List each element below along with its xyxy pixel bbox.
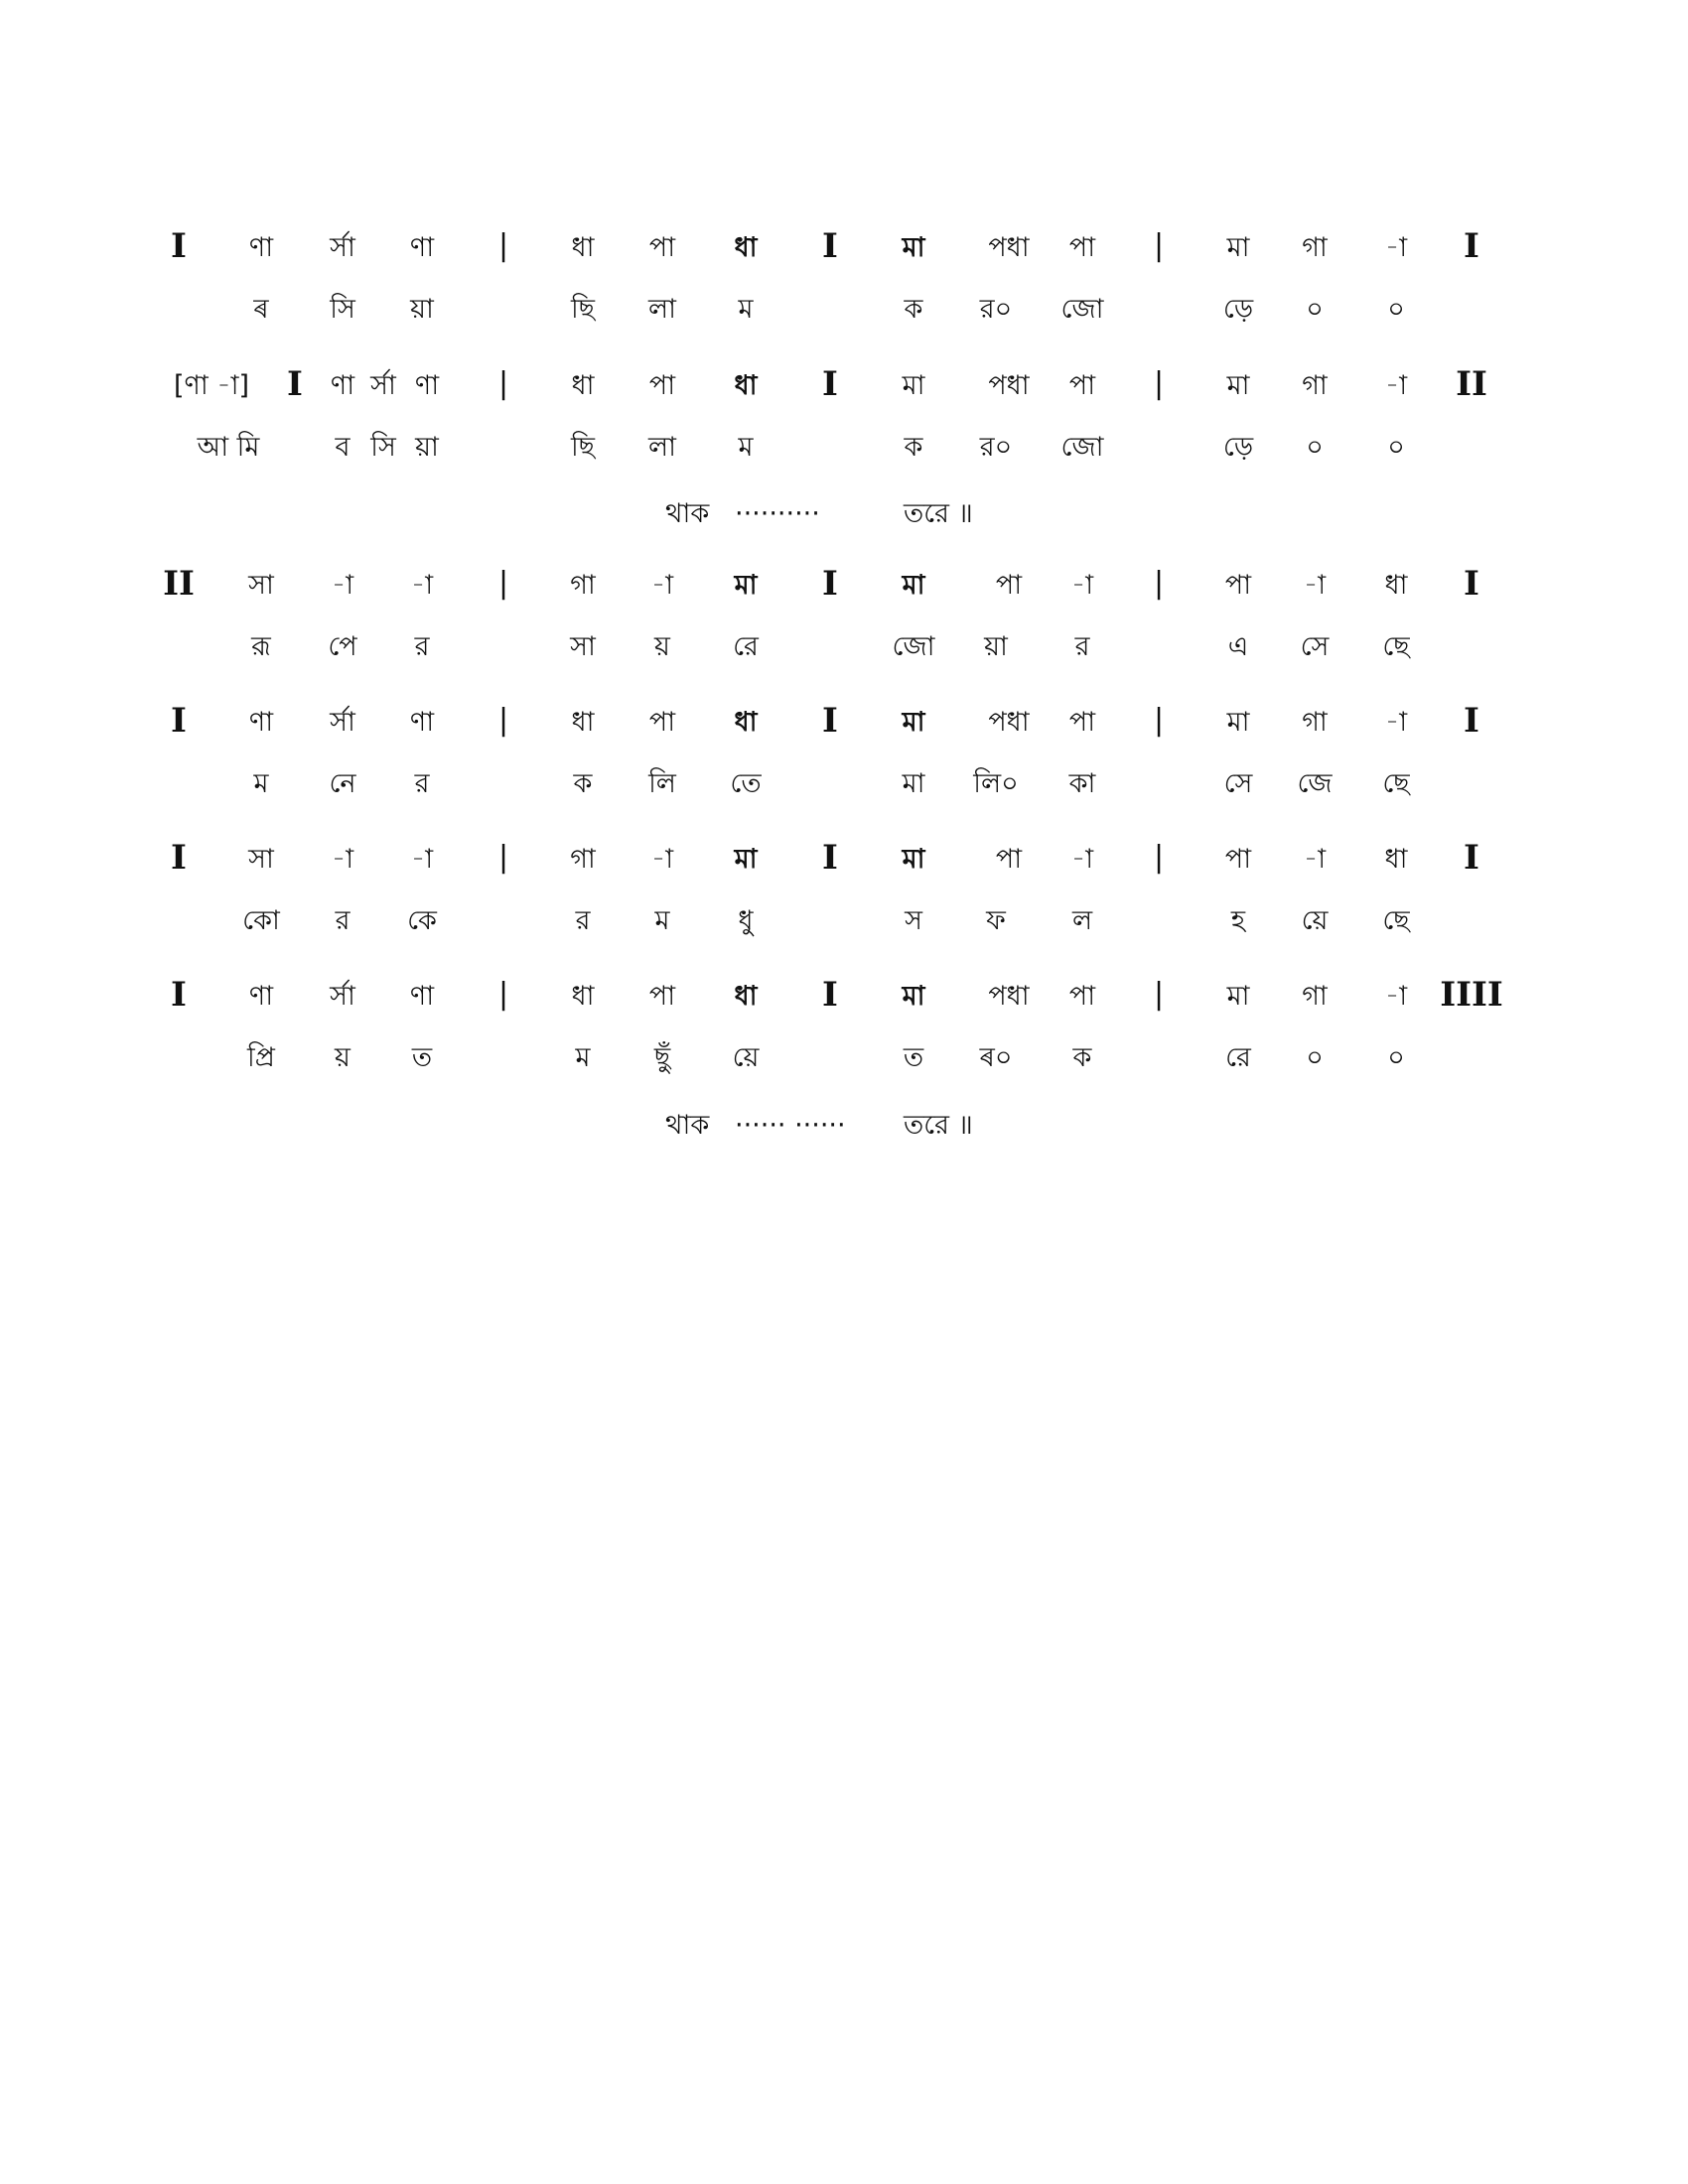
- bar-line: I: [287, 364, 303, 404]
- swara-note: মা: [1226, 232, 1250, 263]
- lyric-syllable: সে: [1300, 631, 1330, 662]
- lyric-syllable: য়: [335, 1042, 351, 1073]
- swara-note: সা: [248, 570, 274, 601]
- lyric-syllable: সে: [1223, 768, 1253, 799]
- lyric-syllable: ধু: [738, 905, 754, 936]
- swara-note: মা: [902, 570, 925, 601]
- swara-note: ধা: [571, 370, 595, 401]
- swara-note: -া: [650, 570, 674, 601]
- lyric-syllable: লা: [648, 432, 676, 463]
- swara-note: -া: [1384, 707, 1408, 738]
- swara-note: -া: [410, 844, 434, 875]
- swara-note: গা: [1302, 981, 1328, 1012]
- swara-note: পা: [1224, 570, 1252, 601]
- lyric-syllable: ত: [411, 1042, 433, 1073]
- lyric-syllable: র: [414, 631, 430, 662]
- lyric-syllable: ড়ে: [1222, 432, 1254, 463]
- refrain-end: তরে ॥: [904, 1110, 973, 1141]
- swara-note: মা: [902, 232, 925, 263]
- lyric-syllable: ক: [1072, 1042, 1092, 1073]
- swara-note: পা: [648, 232, 676, 263]
- swara-note: ধা: [734, 370, 758, 401]
- beat-separator: |: [1153, 566, 1165, 601]
- lyric-syllable: সি: [330, 294, 355, 325]
- lyric-syllable: ক: [573, 768, 593, 799]
- lyric-syllable: র: [414, 768, 430, 799]
- lyric-syllable: লা: [648, 294, 676, 325]
- refrain-end: তরে ॥: [904, 498, 973, 529]
- swara-note: -া: [331, 570, 354, 601]
- lyric-syllable: ম: [654, 905, 670, 936]
- lyric-syllable: জো: [1060, 294, 1104, 325]
- swara-note: মা: [902, 707, 925, 738]
- lyric-syllable: পে: [328, 631, 357, 662]
- swara-note: মা: [1226, 370, 1250, 401]
- beat-separator: |: [497, 703, 509, 738]
- bar-line: I: [822, 564, 838, 604]
- swara-note: গা: [570, 844, 596, 875]
- swara-note: ণা: [248, 707, 274, 738]
- beat-separator: |: [1153, 228, 1165, 263]
- bar-line: I: [1464, 564, 1479, 604]
- swara-note: র্সা: [330, 981, 355, 1012]
- swara-note: পা: [995, 570, 1023, 601]
- swara-note: পা: [1068, 981, 1096, 1012]
- bar-line: I: [822, 838, 838, 878]
- lyric-syllable: জে: [1297, 768, 1333, 799]
- swara-note: গা: [1302, 370, 1328, 401]
- lyric-syllable: ৰ: [253, 294, 269, 325]
- lyric-syllable: এ: [1227, 631, 1249, 662]
- swara-note: ণা: [414, 370, 440, 401]
- lyric-syllable: ল: [1071, 905, 1093, 936]
- lyric-syllable: মা: [902, 768, 925, 799]
- lyric-line: [0, 426, 1688, 470]
- beat-separator: |: [497, 840, 509, 875]
- lyric-syllable: ০: [1306, 1042, 1324, 1073]
- lyric-line: [0, 1036, 1688, 1080]
- beat-separator: |: [497, 977, 509, 1012]
- lyric-syllable: র: [1074, 631, 1090, 662]
- lyric-syllable: প্রি: [247, 1042, 275, 1073]
- swara-note: -া: [331, 844, 354, 875]
- lyric-syllable: র: [575, 905, 591, 936]
- bar-line: I: [822, 975, 838, 1015]
- swara-note: মা: [902, 370, 925, 401]
- swara-note: পধা: [988, 232, 1030, 263]
- lyric-line: [0, 762, 1688, 806]
- refrain-line: [0, 492, 1688, 536]
- lyric-syllable: ছে: [1382, 631, 1410, 662]
- refrain-start: থাক: [665, 1110, 710, 1141]
- swara-note: গা: [1302, 232, 1328, 263]
- swara-line: [0, 975, 1688, 1019]
- swara-note: ধা: [1384, 844, 1408, 875]
- swara-note: র্সা: [370, 370, 396, 401]
- lyric-line: [0, 899, 1688, 943]
- lyric-syllable: ৰ০: [979, 1042, 1013, 1073]
- refrain-line: [0, 1104, 1688, 1148]
- refrain-dots: ······ ······: [735, 1110, 846, 1141]
- swara-note: ণা: [409, 232, 435, 263]
- lyric-syllable: য়া: [415, 432, 439, 463]
- lyric-syllable: ব: [335, 432, 351, 463]
- beat-separator: |: [1153, 366, 1165, 401]
- swara-note: -া: [1070, 844, 1094, 875]
- beat-separator: |: [497, 366, 509, 401]
- swara-note: ধা: [734, 707, 758, 738]
- swara-note: পা: [1068, 370, 1096, 401]
- swara-note: সা: [248, 844, 274, 875]
- bar-line: I: [822, 364, 838, 404]
- swara-note: ধা: [734, 981, 758, 1012]
- swara-note: পা: [648, 370, 676, 401]
- lyric-syllable: র০: [979, 294, 1013, 325]
- bar-line: I: [1464, 701, 1479, 741]
- swara-note: ণা: [409, 981, 435, 1012]
- lyric-syllable: য়া: [410, 294, 434, 325]
- bar-line: I: [171, 701, 187, 741]
- swara-note: পা: [648, 981, 676, 1012]
- lyric-syllable: ম: [738, 294, 754, 325]
- lyric-syllable: য়ে: [732, 1042, 760, 1073]
- lyric-syllable: লি০: [973, 768, 1019, 799]
- swara-note: র্সা: [330, 707, 355, 738]
- lyric-line: [0, 288, 1688, 332]
- lyric-syllable: সা: [570, 631, 596, 662]
- lyric-syllable: কো: [242, 905, 280, 936]
- lyric-syllable: ক: [904, 432, 923, 463]
- bar-line: IIII: [1440, 975, 1503, 1015]
- swara-note: পধা: [988, 370, 1030, 401]
- swara-note: পধা: [988, 707, 1030, 738]
- lyric-syllable: কা: [1068, 768, 1096, 799]
- lyric-syllable: জো: [1060, 432, 1104, 463]
- swara-note: ধা: [571, 232, 595, 263]
- swara-note: -া: [1070, 570, 1094, 601]
- bar-line: I: [1464, 226, 1479, 266]
- lyric-syllable: য়: [654, 631, 670, 662]
- swara-line: [0, 364, 1688, 408]
- swara-note: -া: [1384, 370, 1408, 401]
- bar-line: I: [171, 226, 187, 266]
- swara-line: [0, 564, 1688, 608]
- refrain-dots: ··········: [735, 498, 820, 529]
- lyric-line: [0, 625, 1688, 669]
- lyric-syllable: সি: [370, 432, 396, 463]
- swara-note: ণা: [330, 370, 355, 401]
- swara-note: পা: [648, 707, 676, 738]
- lyric-syllable: রূ: [251, 631, 271, 662]
- swara-note: পা: [995, 844, 1023, 875]
- swara-note: গা: [1302, 707, 1328, 738]
- lyric-syllable: ০: [1387, 432, 1405, 463]
- lyric-syllable: ছে: [1382, 768, 1410, 799]
- swara-line: [0, 226, 1688, 270]
- lyric-syllable: ছুঁ: [653, 1042, 671, 1073]
- swara-note: র্সা: [330, 232, 355, 263]
- lyric-syllable: ০: [1387, 294, 1405, 325]
- lyric-syllable: ম: [575, 1042, 591, 1073]
- swara-note: ণা: [248, 981, 274, 1012]
- lyric-syllable: ক: [904, 294, 923, 325]
- beat-separator: |: [497, 228, 509, 263]
- lyric-syllable: য়া: [984, 631, 1008, 662]
- lyric-syllable: লি: [648, 768, 676, 799]
- swara-note: পা: [1068, 707, 1096, 738]
- swara-note: [ণা -া]: [173, 370, 250, 401]
- beat-separator: |: [1153, 977, 1165, 1012]
- bar-line: I: [171, 838, 187, 878]
- lyric-syllable: ম: [738, 432, 754, 463]
- lyric-syllable: রে: [1225, 1042, 1251, 1073]
- swara-note: মা: [902, 844, 925, 875]
- swara-note: -া: [1303, 570, 1327, 601]
- lyric-syllable: জো: [892, 631, 935, 662]
- lyric-syllable: রে: [733, 631, 759, 662]
- swara-note: -া: [650, 844, 674, 875]
- swara-note: ধা: [734, 232, 758, 263]
- bar-line: I: [1464, 838, 1479, 878]
- bar-line: II: [163, 564, 195, 604]
- lyric-syllable: তে: [730, 768, 762, 799]
- swara-note: পা: [1224, 844, 1252, 875]
- swara-note: পা: [1068, 232, 1096, 263]
- beat-separator: |: [497, 566, 509, 601]
- bar-line: I: [822, 226, 838, 266]
- swara-line: [0, 701, 1688, 745]
- swara-note: -া: [1384, 232, 1408, 263]
- lyric-syllable: ত: [903, 1042, 924, 1073]
- beat-separator: |: [1153, 703, 1165, 738]
- swara-note: মা: [902, 981, 925, 1012]
- swara-line: [0, 838, 1688, 882]
- lyric-syllable: কে: [407, 905, 437, 936]
- swara-note: -া: [1303, 844, 1327, 875]
- lyric-syllable: র০: [979, 432, 1013, 463]
- swara-note: মা: [1226, 707, 1250, 738]
- lyric-syllable: ০: [1306, 294, 1324, 325]
- bar-line: I: [171, 975, 187, 1015]
- swara-note: ণা: [409, 707, 435, 738]
- bar-line: II: [1456, 364, 1487, 404]
- lyric-syllable: য়ে: [1301, 905, 1329, 936]
- lyric-syllable: হ: [1230, 905, 1246, 936]
- lyric-syllable: নে: [329, 768, 356, 799]
- bar-line: I: [822, 701, 838, 741]
- swara-note: -া: [1384, 981, 1408, 1012]
- beat-separator: |: [1153, 840, 1165, 875]
- lyric-syllable: ছি: [570, 294, 596, 325]
- swara-note: ণা: [248, 232, 274, 263]
- lyric-syllable: ছি: [570, 432, 596, 463]
- swara-note: গা: [570, 570, 596, 601]
- refrain-start: থাক: [665, 498, 710, 529]
- swara-note: মা: [734, 844, 758, 875]
- lyric-syllable: আ মি: [197, 432, 260, 463]
- swara-note: মা: [734, 570, 758, 601]
- swara-note: মা: [1226, 981, 1250, 1012]
- swara-note: ধা: [571, 981, 595, 1012]
- lyric-syllable: ছে: [1382, 905, 1410, 936]
- lyric-syllable: ফ: [986, 905, 1006, 936]
- lyric-syllable: ড়ে: [1222, 294, 1254, 325]
- swara-note: ধা: [571, 707, 595, 738]
- swara-note: -া: [410, 570, 434, 601]
- swara-note: ধা: [1384, 570, 1408, 601]
- swara-note: পধা: [988, 981, 1030, 1012]
- lyric-syllable: ম: [253, 768, 269, 799]
- lyric-syllable: ০: [1387, 1042, 1405, 1073]
- lyric-syllable: স: [905, 905, 922, 936]
- lyric-syllable: ০: [1306, 432, 1324, 463]
- lyric-syllable: র: [335, 905, 351, 936]
